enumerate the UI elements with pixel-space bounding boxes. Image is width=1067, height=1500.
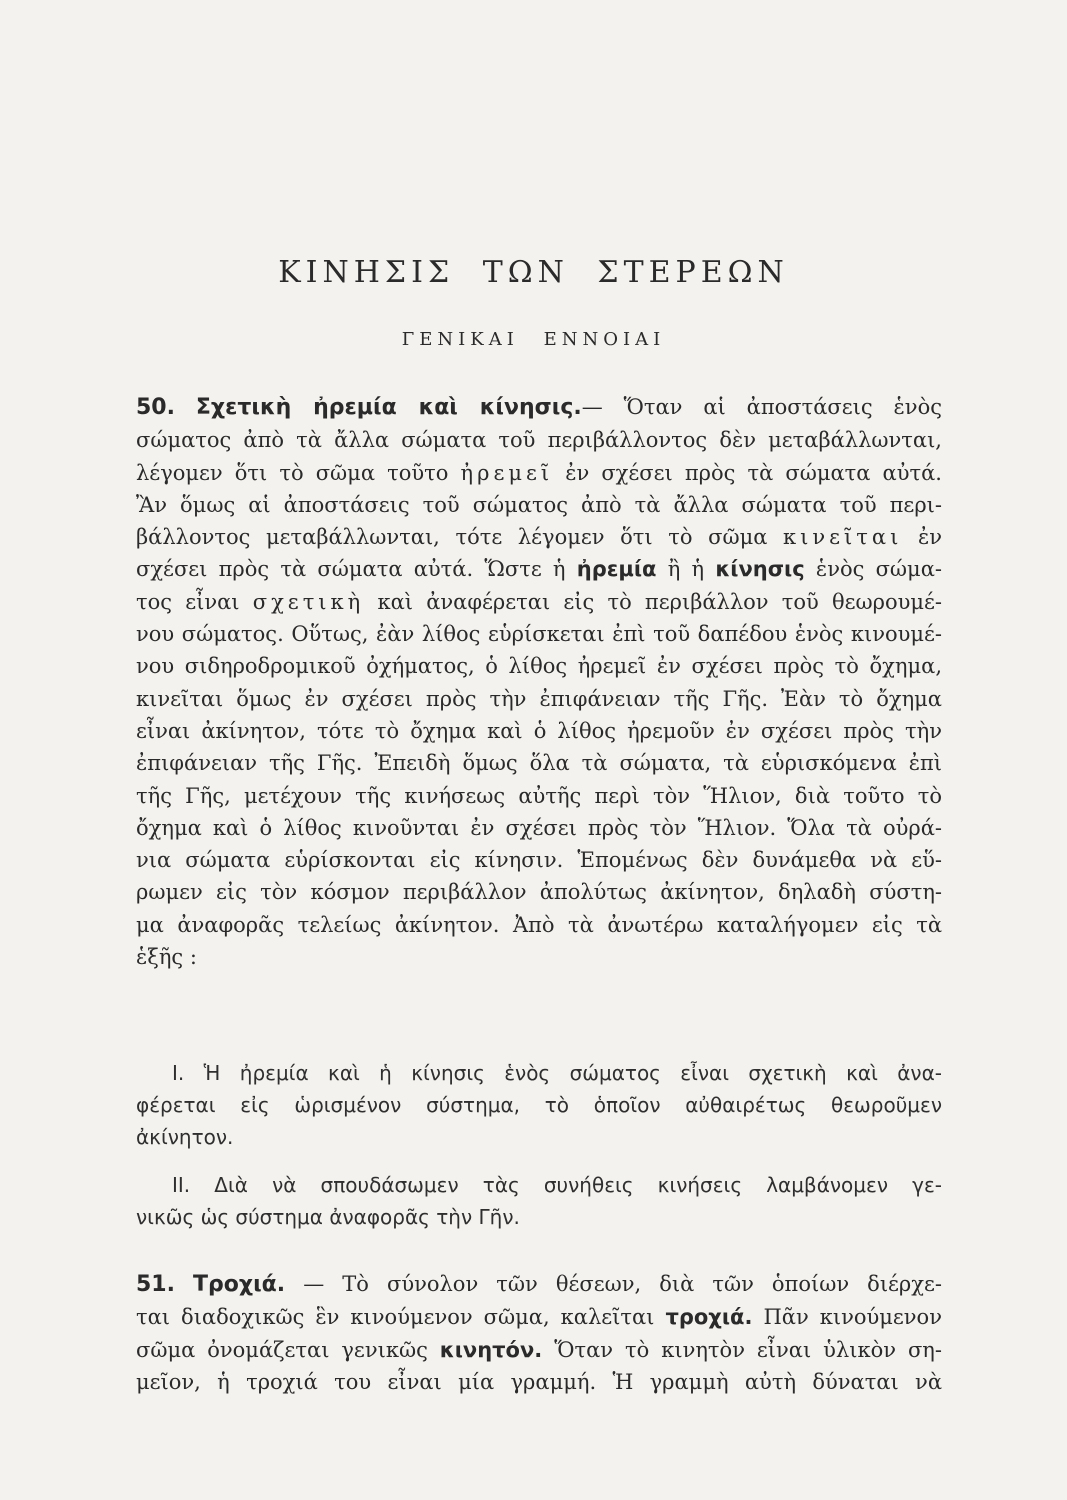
section-50-line: ρωμεν εἰς τὸν κόσμον περιβάλλον ἀπολύτως ἀκίνητον, δηλαδὴ σύστη- (136, 880, 942, 905)
section-50-line: εἶναι ἀκίνητον, τότε τὸ ὄχημα καὶ ὁ λίθος ἠρεμοῦν ἐν σχέσει πρὸς τὴν (136, 718, 942, 743)
section-50-line: ὄχημα καὶ ὁ λίθος κινοῦνται ἐν σχέσει πρὸς τὸν Ἥλιον. Ὅλα τὰ οὐρά- (136, 815, 942, 840)
bold-term-rest: ἠρεμία (576, 557, 657, 582)
conclusion-line: νικῶς ὡς σύστημα ἀναφορᾶς τὴν Γῆν. (136, 1205, 520, 1229)
section-50-line: βάλλοντος μεταβάλλωνται, τότε λέγομεν ὅτι τὸ σῶμα κινεῖται ἐν (136, 525, 942, 550)
section-50-line: 50. Σχετικὴ ἠρεμία καὶ κίνησις.— Ὅταν αἱ ἀποστάσεις ἑνὸς (136, 395, 942, 420)
section-50-line: τῆς Γῆς, μετέχουν τῆς κινήσεως αὐτῆς περὶ τὸν Ἥλιον, διὰ τοῦτο τὸ (136, 783, 942, 808)
bold-term-motion: κίνησις (715, 557, 805, 582)
bold-term-trajectory: τροχιά. (665, 1305, 753, 1330)
section-50-line: λέγομεν ὅτι τὸ σῶμα τοῦτο ἠρεμεῖ ἐν σχέσει πρὸς τὰ σώματα αὐτά. (136, 460, 942, 485)
section-51-line: μεῖον, ἡ τροχιά του εἶναι μία γραμμή. Ἡ γραμμὴ αὐτὴ δύναται νὰ (136, 1369, 942, 1394)
section-50-line: τος εἶναι σχετικὴ καὶ ἀναφέρεται εἰς τὸ περιβάλλον τοῦ θεωρουμέ- (136, 589, 943, 614)
conclusion-item-1 (136, 1057, 942, 1153)
section-50-line: κινεῖται ὅμως ἐν σχέσει πρὸς τὴν ἐπιφάνειαν τῆς Γῆς. Ἐὰν τὸ ὄχημα (136, 686, 942, 711)
conclusion-marker: I. (172, 1061, 185, 1085)
bold-term-mobile: κινητόν. (439, 1337, 543, 1362)
section-50-line: Ἂν ὅμως αἱ ἀποστάσεις τοῦ σώματος ἀπὸ τὰ ἄλλα σώματα τοῦ περι- (136, 492, 942, 517)
conclusion-line: ἀκίνητον. (136, 1125, 234, 1149)
section-50-heading: Σχετικὴ ἠρεμία καὶ κίνησις. (195, 395, 582, 420)
section-50-line: ἑξῆς : (136, 945, 197, 970)
conclusion-marker: II. (172, 1173, 191, 1197)
section-50-line: σώματος ἀπὸ τὰ ἄλλα σώματα τοῦ περιβάλλοντος δὲν μεταβάλλωνται, (136, 428, 942, 453)
section-50-line: μα ἀναφορᾶς τελείως ἀκίνητον. Ἀπὸ τὰ ἀνωτέρω καταλήγομεν εἰς τὰ (136, 912, 942, 937)
section-title: ΓΕΝΙΚΑΙ ΕΝΝΟΙΑΙ (401, 329, 666, 350)
emphasis-term: ἠρεμεῖ (460, 460, 554, 485)
section-50-line: σχέσει πρὸς τὰ σώματα αὐτά. Ὥστε ἡ ἠρεμία ἢ ἡ κίνησις ἑνὸς σώμα- (136, 557, 942, 582)
section-50-line: νια σώματα εὑρίσκονται εἰς κίνησιν. Ἑπομένως δὲν δυνάμεθα νὰ εὕ- (136, 848, 942, 873)
section-51-number: 51. (136, 1272, 175, 1297)
section-50-number: 50. (136, 395, 175, 420)
section-51-line: ται διαδοχικῶς ἓν κινούμενον σῶμα, καλεῖται τροχιά. Πᾶν κινούμενον (136, 1305, 942, 1330)
conclusion-line: I. Ἡ ἠρεμία καὶ ἡ κίνησις ἑνὸς σώματος εἶναι σχετικὴ καὶ ἀνα- (172, 1061, 943, 1085)
section-50-line: νου σώματος. Οὕτως, ἐὰν λίθος εὑρίσκεται ἐπὶ τοῦ δαπέδου ἑνὸς κινουμέ- (136, 622, 942, 647)
conclusion-item-2 (136, 1169, 942, 1233)
section-51-line: 51. Τροχιά. — Τὸ σύνολον τῶν θέσεων, διὰ τῶν ὁποίων διέρχε- (136, 1272, 942, 1297)
section-50-line: νου σιδηροδρομικοῦ ὀχήματος, ὁ λίθος ἠρεμεῖ ἐν σχέσει πρὸς τὸ ὄχημα, (136, 654, 942, 679)
chapter-title: ΚΙΝΗΣΙΣ ΤΩΝ ΣΤΕΡΕΩΝ (278, 255, 789, 290)
section-51-line: σῶμα ὀνομάζεται γενικῶς κινητόν. Ὅταν τὸ κινητὸν εἶναι ὑλικὸν ση- (136, 1337, 942, 1362)
conclusion-line: II. Διὰ νὰ σπουδάσωμεν τὰς συνήθεις κινήσεις λαμβάνομεν γε- (172, 1173, 942, 1197)
section-50-paragraph (136, 391, 942, 973)
section-51-paragraph (136, 1268, 942, 1398)
section-51-heading: Τροχιά. (193, 1272, 286, 1297)
emphasis-term: κινεῖται (783, 525, 903, 550)
emphasis-term: σχετικὴ (252, 589, 365, 614)
section-50-line: ἐπιφάνειαν τῆς Γῆς. Ἐπειδὴ ὅμως ὅλα τὰ σώματα, τὰ εὑρισκόμενα ἐπὶ (136, 751, 942, 776)
conclusion-line: φέρεται εἰς ὡρισμένον σύστημα, τὸ ὁποῖον αὐθαιρέτως θεωροῦμεν (136, 1093, 942, 1117)
